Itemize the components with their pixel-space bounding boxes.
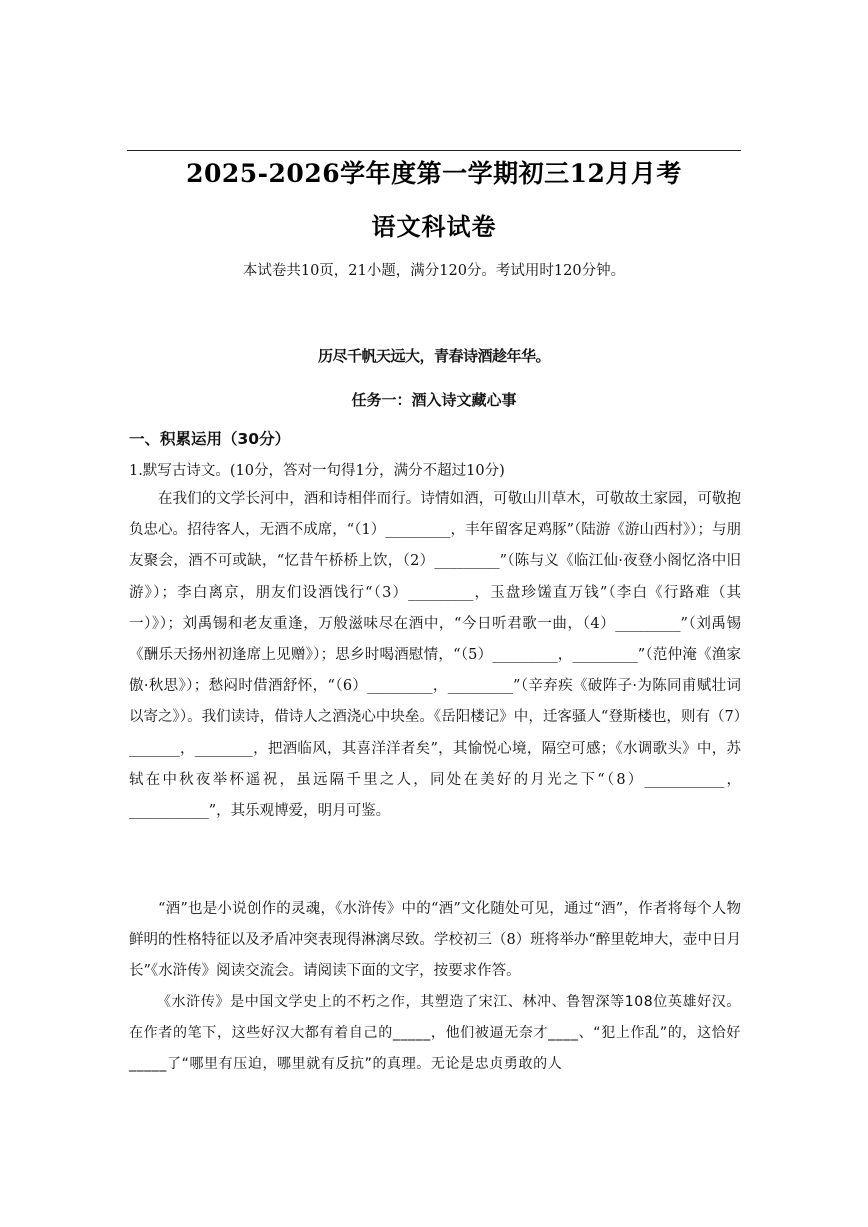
passage-2 bbox=[129, 894, 741, 988]
exam-info: 本试卷共10页，21小题，满分120分。考试用时120分钟。 bbox=[242, 263, 626, 279]
passage-2-text: “酒”也是小说创作的灵魂，《水浒传》中的“酒”文化随处可见，通过“酒”，作者将每个人物鲜明的性格特征以及矛盾冲突表现得淋漓尽致。学校初三（8）班将举办“醉里乾坤大，壶中日月长”《水浒传》阅读交流会。请阅读下面的文字，按要求作答。 bbox=[129, 901, 741, 980]
theme-line: 历尽千帆天远大，青春诗酒趁年华。 bbox=[317, 347, 550, 365]
header-rule bbox=[127, 150, 741, 151]
question-1-stem: 1.默写古诗文。(10分，答对一句得1分，满分不超过10分) bbox=[129, 463, 505, 479]
exam-subtitle: 语文科试卷 bbox=[371, 212, 497, 241]
task-heading: 任务一：酒入诗文藏心事 bbox=[351, 391, 517, 409]
section-heading: 一、积累运用（30分） bbox=[129, 430, 291, 448]
passage-3-text: 《水浒传》是中国文学史上的不朽之作，其塑造了宋江、林冲、鲁智深等108位英雄好汉。在作者的笔下，这些好汉大都有着自己的_____，他们被逼无奈才____、“犯上作乱”的，这恰好_____了“哪里有压迫，哪里就有反抗”的真理。无论是忠贞勇敢的人 bbox=[129, 994, 741, 1073]
passage-3 bbox=[129, 987, 741, 1081]
exam-title: 2025-2026学年度第一学期初三12月月考 bbox=[186, 159, 682, 188]
question-1-passage-text: 在我们的文学长河中，酒和诗相伴而行。诗情如酒，可敬山川草木，可敬故土家园，可敬抱负忠心。招待客人，无酒不成席，“（1）_________，丰年留客足鸡豚”（陆游《游山西村》）；与朋友聚会，酒不可或缺，“忆昔午桥桥上饮，（2）_________”（陈与义《临江仙·夜登小阁忆洛中旧游》）；李白离京，朋友们设酒饯行“（3）_________，玉盘珍馐直万钱”（李白《行路难（其一）》）；刘禹锡和老友重逢，万般滋味尽在酒中，“今日听君歌一曲，（4）_________”（刘禹锡《酬乐天扬州初逢席上见赠》）；思乡时喝酒慰情，“（5）_________，_________”（范仲淹《渔家傲·秋思》）；愁闷时借酒舒怀，“（6）_________，_________”（辛弃疾《破阵子·为陈同甫赋壮词以寄之》）。我们读诗，借诗人之酒浇心中块垒。《岳阳楼记》中，迁客骚人“登斯楼也，则有（7）_______，________，把酒临风，其喜洋洋者矣”，其愉悦心境，隔空可感；《水调歌头》中，苏轼在中秋夜举杯遥祝，虽远隔千里之人，同处在美好的月光之下“（8）___________，___________”，其乐观博爱，明月可鉴。 bbox=[129, 491, 741, 820]
question-1-passage bbox=[129, 484, 741, 827]
